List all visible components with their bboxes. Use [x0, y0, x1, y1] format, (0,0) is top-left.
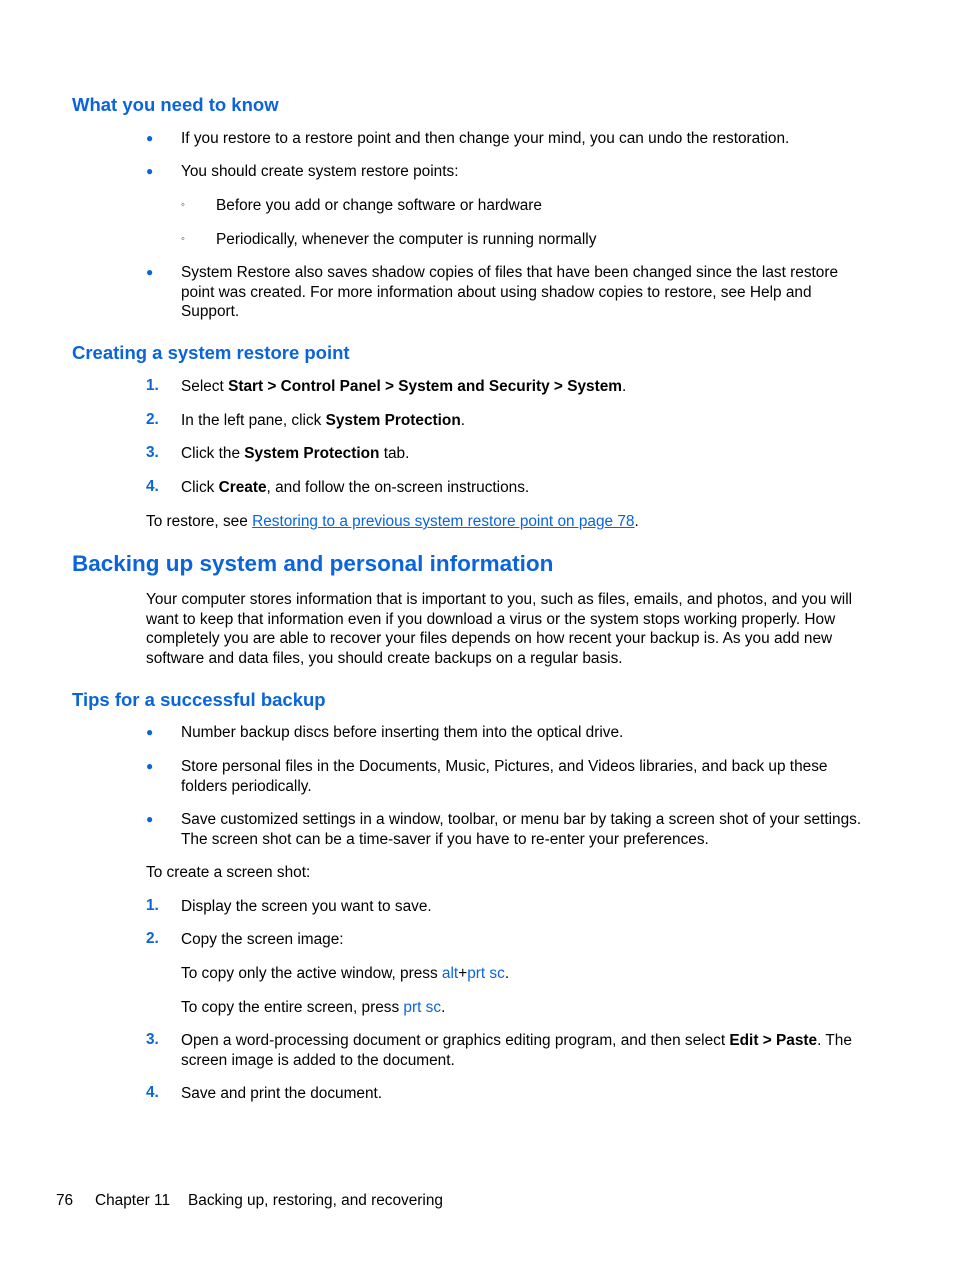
footer-chapter: Chapter 11	[95, 1192, 171, 1209]
restore-reference: To restore, see Restoring to a previous system restore point on page 78.	[146, 513, 639, 530]
prt-sc-key: prt sc	[467, 965, 505, 982]
step-text: Click the System Protection tab.	[181, 445, 410, 462]
bullet-icon: ●	[146, 725, 154, 739]
restore-link[interactable]: Restoring to a previous system restore point on page 78	[252, 513, 635, 530]
bullet-icon: ●	[146, 164, 154, 178]
step-number: 3.	[146, 444, 159, 461]
bullet-icon: ●	[146, 265, 154, 279]
entire-screen-instruction: To copy the entire screen, press prt sc.	[181, 999, 446, 1016]
bullet-icon: ●	[146, 812, 154, 826]
step-number: 4.	[146, 478, 159, 495]
section-heading-creating-restore-point: Creating a system restore point	[72, 342, 350, 363]
step-text: Copy the screen image:	[181, 931, 344, 948]
list-item: Number backup discs before inserting them into the optical drive.	[181, 724, 624, 741]
alt-key: alt	[441, 965, 459, 982]
footer-title: Backing up, restoring, and recovering	[188, 1192, 443, 1209]
step-number: 2.	[146, 411, 159, 428]
step-text: Display the screen you want to save.	[181, 898, 432, 915]
section-heading-what-you-need-to-know: What you need to know	[72, 94, 279, 115]
prt-sc-key: prt sc	[403, 999, 442, 1016]
step-number: 3.	[146, 1031, 159, 1048]
section-heading-tips: Tips for a successful backup	[72, 689, 326, 710]
step-text: Select Start > Control Panel > System and Security > System.	[181, 378, 627, 395]
list-item: If you restore to a restore point and then change your mind, you can undo the restoration.	[181, 130, 790, 147]
bullet-icon: ●	[146, 131, 154, 145]
step-text: Save and print the document.	[181, 1085, 383, 1102]
section-heading-backing-up: Backing up system and personal information	[72, 551, 554, 576]
list-item: Store personal files in the Documents, Music, Pictures, and Videos libraries, and back up these folders periodically.	[181, 758, 828, 795]
list-item: You should create system restore points:	[181, 163, 459, 180]
sub-list-item: Before you add or change software or hardware	[216, 197, 542, 214]
list-item: System Restore also saves shadow copies of files that have been changed since the last restore point was created. For more information about using shadow copies to restore, see Help and Support.	[181, 264, 839, 320]
page-number: 76	[56, 1192, 74, 1209]
sub-bullet-icon: ◦	[181, 233, 185, 245]
step-number: 1.	[146, 377, 159, 394]
step-text: In the left pane, click System Protection.	[181, 412, 466, 429]
step-text: Open a word-processing document or graphics editing program, and then select Edit > Paste. The screen image is added to the document.	[181, 1032, 852, 1069]
sub-bullet-icon: ◦	[181, 199, 185, 211]
screenshot-intro: To create a screen shot:	[146, 864, 311, 881]
list-item: Save customized settings in a window, toolbar, or menu bar by taking a screen shot of your settings. The screen shot can be a time-saver if you have to re-enter your preferences.	[181, 811, 862, 848]
step-number: 4.	[146, 1084, 159, 1101]
step-number: 1.	[146, 897, 159, 914]
active-window-instruction: To copy only the active window, press alt+prt sc.	[181, 965, 510, 982]
step-number: 2.	[146, 930, 159, 947]
step-text: Click Create, and follow the on-screen instructions.	[181, 479, 530, 496]
bullet-icon: ●	[146, 759, 154, 773]
sub-list-item: Periodically, whenever the computer is running normally	[216, 231, 597, 248]
backup-paragraph: Your computer stores information that is important to you, such as files, emails, and photos, and you will want to keep that information even if you download a virus or the system stops working properly. How completely you are able to recover your files depends on how recent your backup is. As you add new software and data files, you should create backups on a regular basis.	[146, 591, 853, 667]
